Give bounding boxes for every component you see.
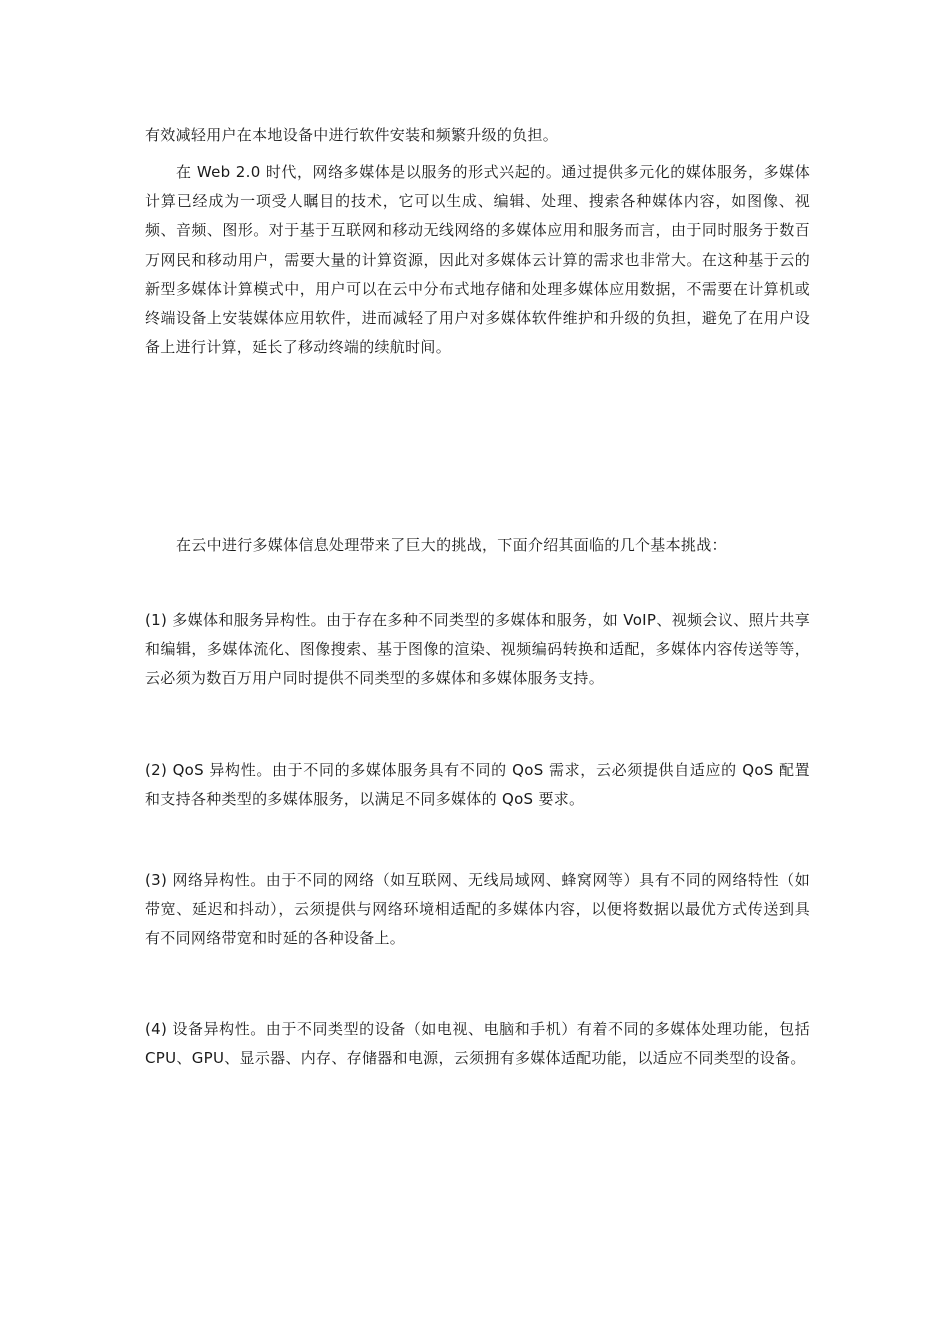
paragraph-continuation: 有效减轻用户在本地设备中进行软件安装和频繁升级的负担。 [145, 126, 559, 144]
list-item-qos-heterogeneity: (2) QoS 异构性。由于不同的多媒体服务具有不同的 QoS 需求，云必须提供自适应的 QoS 配置和支持各种类型的多媒体服务，以满足不同多媒体的 QoS 要求。 [145, 761, 810, 809]
paragraph-challenges-intro: 在云中进行多媒体信息处理带来了巨大的挑战，下面介绍其面临的几个基本挑战： [176, 536, 727, 554]
paragraph-web20-multimedia: 在 Web 2.0 时代，网络多媒体是以服务的形式兴起的。通过提供多元化的媒体服务，多媒体计算已经成为一项受人瞩目的技术，它可以生成、编辑、处理、搜索各种媒体内容，如图像、视频、音频、图形。对于基于互联网和移动无线网络的多媒体应用和服务而言，由于同时服务于数百万网民和移动用户，需要大量的计算资源，因此对多媒体云计算的需求也非常大。在这种基于云的新型多媒体计算模式中，用户可以在云中分布式地存储和处理多媒体应用数据，不需要在计算机或终端设备上安装媒体应用软件，进而减轻了用户对多媒体软件维护和升级的负担，避免了在用户设备上进行计算，延长了移动终端的续航时间。 [145, 163, 810, 357]
list-item-device-heterogeneity: (4) 设备异构性。由于不同类型的设备（如电视、电脑和手机）有着不同的多媒体处理功能，包括 CPU、GPU、显示器、内存、存储器和电源，云须拥有多媒体适配功能，以适应不同类型的设备。 [145, 1020, 810, 1068]
list-item-network-heterogeneity: (3) 网络异构性。由于不同的网络（如互联网、无线局域网、蜂窝网等）具有不同的网络特性（如带宽、延迟和抖动），云须提供与网络环境相适配的多媒体内容，以便将数据以最优方式传送到具有不同网络带宽和时延的各种设备上。 [145, 871, 810, 948]
list-item-media-service-heterogeneity: (1) 多媒体和服务异构性。由于存在多种不同类型的多媒体和服务，如 VoIP、视频会议、照片共享和编辑，多媒体流化、图像搜索、基于图像的渲染、视频编码转换和适配，多媒体内容传送等等，云必须为数百万用户同时提供不同类型的多媒体和多媒体服务支持。 [145, 611, 810, 688]
